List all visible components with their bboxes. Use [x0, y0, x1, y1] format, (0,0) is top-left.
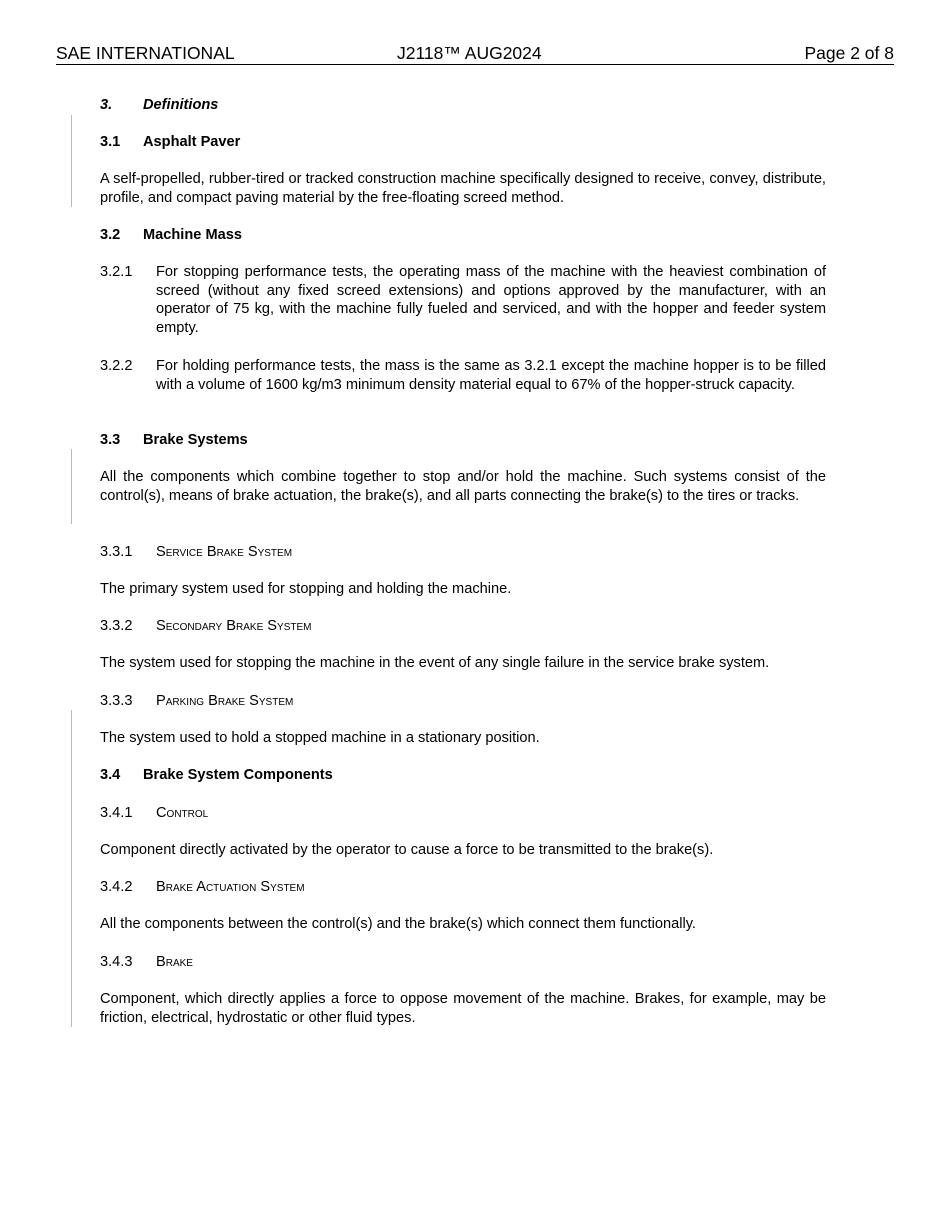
clause-3-2-1: 3.2.1 For stopping performance tests, the operating mass of the machine with the heaviest combination of screed (without any fixed screed extensions) and options approved by the manufacturer, with an operator of 75 kg, with the machine fully fueled and serviced, and with the hopper and feeder system empty. — [100, 264, 826, 337]
term-3-4-1: 3.4.1 Control — [100, 805, 209, 821]
section-heading-definitions: 3. Definitions — [100, 97, 219, 113]
page-header — [56, 43, 894, 65]
change-bar — [71, 115, 72, 207]
term-3-3-3: 3.3.3 Parking Brake System — [100, 693, 294, 709]
definition-3-3-3: The system used to hold a stopped machine in a stationary position. — [100, 730, 540, 746]
term-3-3-2: 3.3.2 Secondary Brake System — [100, 618, 312, 634]
header-document-id: J2118™ AUG2024 — [397, 43, 542, 63]
paragraph-3-3: All the components which combine together to stop and/or hold the machine. Such systems consist of the control(s), means of brake actuation, the brake(s), and all parts connecting the brake(s) to the tires or tracks. — [100, 469, 826, 504]
term-3-4-2: 3.4.2 Brake Actuation System — [100, 879, 305, 895]
heading-3-3: 3.3 Brake Systems — [100, 432, 248, 448]
definition-3-4-3: Component, which directly applies a force to oppose movement of the machine. Brakes, for example, may be friction, electrical, hydrostatic or other fluid types. — [100, 991, 826, 1026]
definition-3-3-1: The primary system used for stopping and holding the machine. — [100, 581, 512, 597]
heading-3-4: 3.4 Brake System Components — [100, 767, 333, 783]
change-bar — [71, 710, 72, 1027]
heading-3-1: 3.1 Asphalt Paver — [100, 134, 241, 150]
clause-3-2-2: 3.2.2 For holding performance tests, the mass is the same as 3.2.1 except the machine hopper is to be filled with a volume of 1600 kg/m3 minimum density material equal to 67% of the hopper-struck capacity. — [100, 358, 826, 393]
change-bar — [71, 449, 72, 524]
definition-3-4-1: Component directly activated by the operator to cause a force to be transmitted to the brake(s). — [100, 842, 714, 858]
heading-3-2: 3.2 Machine Mass — [100, 227, 242, 243]
header-organization: SAE INTERNATIONAL — [56, 43, 235, 63]
definition-3-4-2: All the components between the control(s) and the brake(s) which connect them functionally. — [100, 916, 696, 932]
term-3-4-3: 3.4.3 Brake — [100, 954, 193, 970]
paragraph-3-1: A self-propelled, rubber-tired or tracked construction machine specifically designed to receive, convey, distribute, profile, and compact paving material by the free-floating screed method. — [100, 171, 826, 206]
definition-3-3-2: The system used for stopping the machine in the event of any single failure in the service brake system. — [100, 655, 770, 671]
term-3-3-1: 3.3.1 Service Brake System — [100, 544, 293, 560]
header-page-number: Page 2 of 8 — [804, 43, 894, 63]
